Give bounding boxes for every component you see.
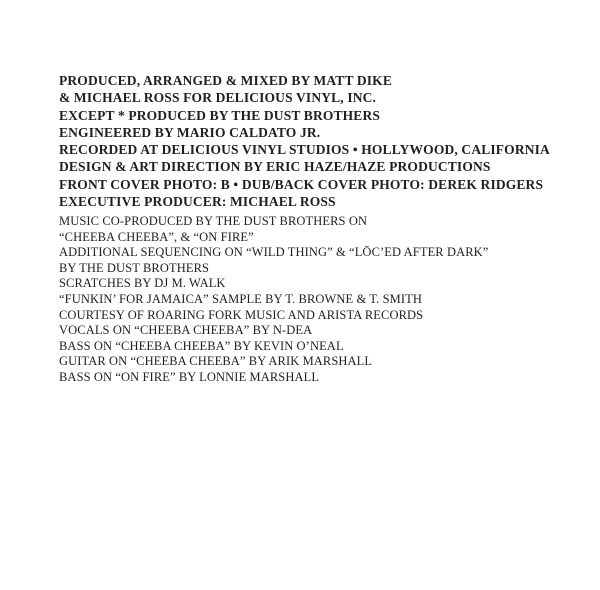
credit-line: BASS ON “CHEEBA CHEEBA” BY KEVIN O’NEAL [59, 338, 344, 353]
credit-line: “CHEEBA CHEEBA”, & “ON FIRE” [59, 229, 254, 244]
credit-line: MUSIC CO-PRODUCED BY THE DUST BROTHERS ON [59, 214, 368, 228]
credit-line: ENGINEERED BY MARIO CALDATO JR. [59, 124, 321, 140]
credit-line: & MICHAEL ROSS FOR DELICIOUS VINYL, INC. [59, 90, 377, 106]
credit-line: BASS ON “ON FIRE” BY LONNIE MARSHALL [59, 369, 320, 384]
credit-line: COURTESY OF ROARING FORK MUSIC AND ARISTA RECORDS [59, 307, 424, 322]
credit-line: “FUNKIN’ FOR JAMAICA” SAMPLE BY T. BROWNE & T. SMITH [59, 291, 422, 306]
credit-line: EXCEPT * PRODUCED BY THE DUST BROTHERS [59, 107, 381, 123]
credit-line: RECORDED AT DELICIOUS VINYL STUDIOS • HOLLYWOOD, CALIFORNIA [59, 142, 550, 158]
credit-line: BY THE DUST BROTHERS [59, 260, 210, 275]
credit-line: VOCALS ON “CHEEBA CHEEBA” BY N-DEA [59, 323, 313, 338]
credit-line: PRODUCED, ARRANGED & MIXED BY MATT DIKE [59, 73, 392, 88]
credit-line: FRONT COVER PHOTO: B • DUB/BACK COVER PHOTO: DEREK RIDGERS [59, 176, 544, 192]
additional-credits-block [59, 214, 488, 386]
credit-line: DESIGN & ART DIRECTION BY ERIC HAZE/HAZE PRODUCTIONS [59, 159, 491, 175]
credit-line: SCRATCHES BY DJ M. WALK [59, 276, 226, 291]
credit-line: ADDITIONAL SEQUENCING ON “WILD THING” & “LŌC’ED AFTER DARK” [59, 245, 489, 260]
production-credits-block [59, 72, 550, 210]
credit-line: GUITAR ON “CHEEBA CHEEBA” BY ARIK MARSHALL [59, 354, 373, 369]
credit-line: EXECUTIVE PRODUCER: MICHAEL ROSS [59, 194, 336, 210]
